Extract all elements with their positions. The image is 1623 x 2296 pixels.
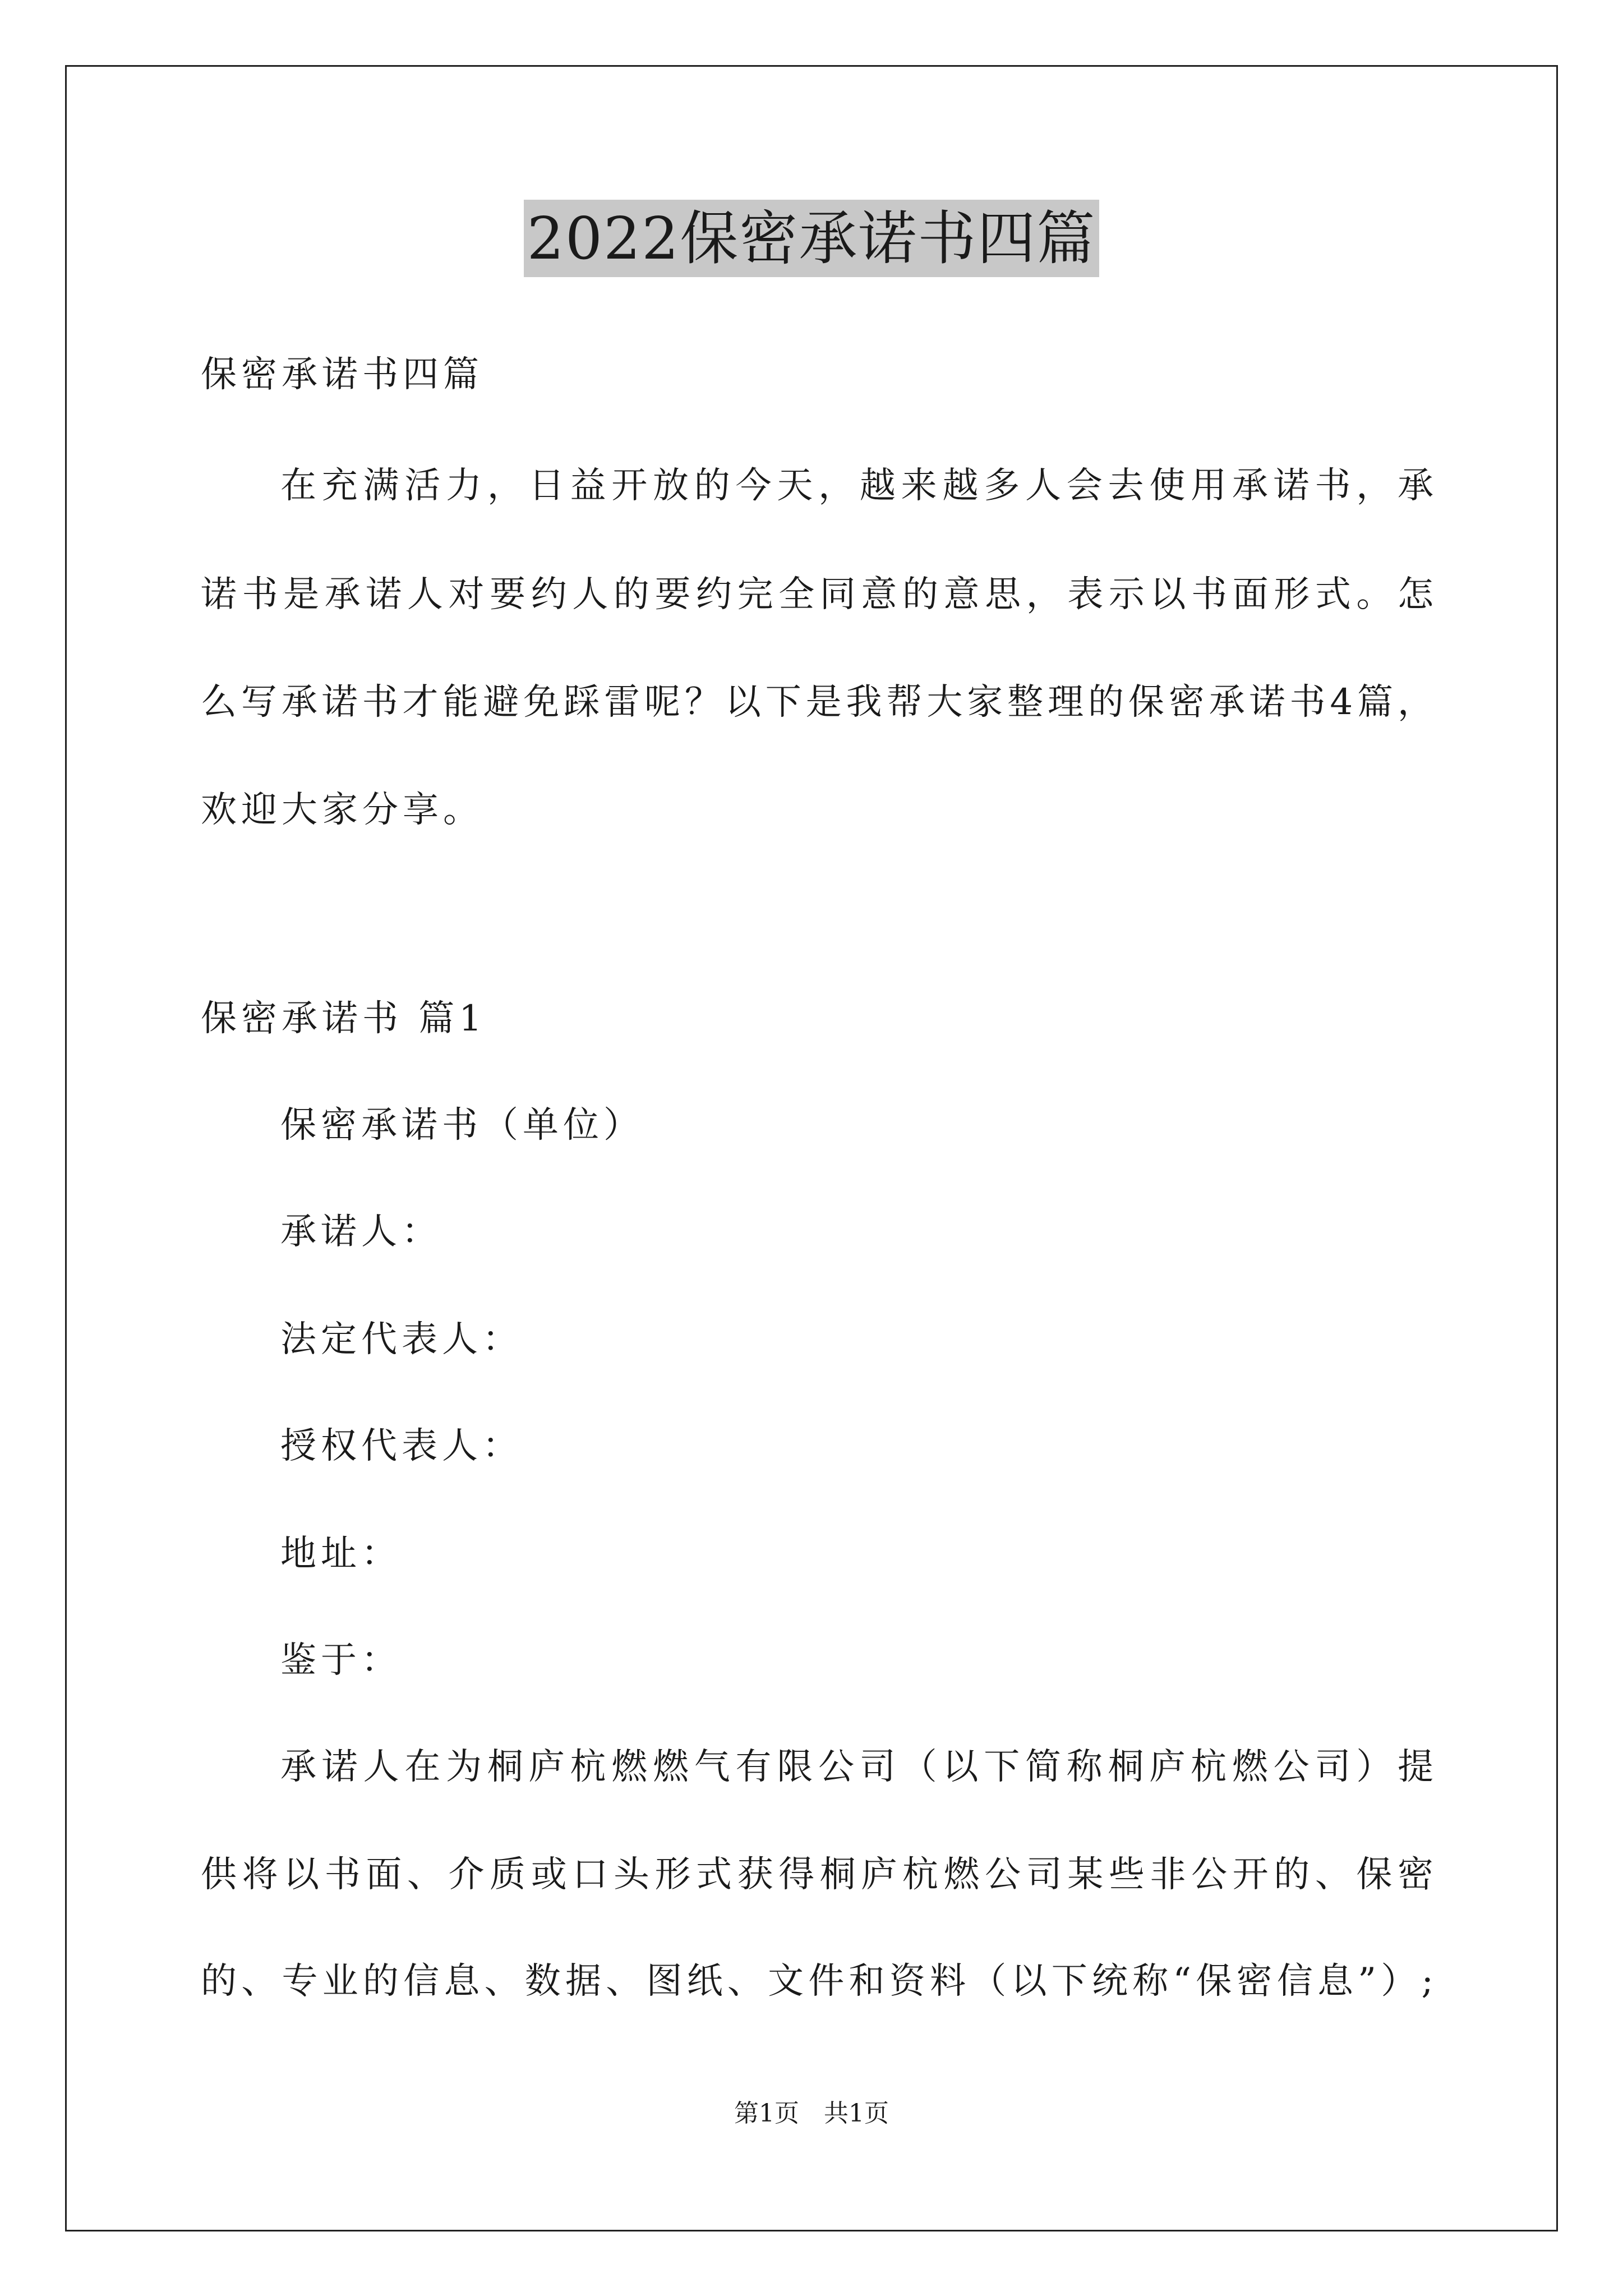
field-legal-rep: 法定代表人： [280, 1319, 523, 1360]
page-footer: 第1页 共1页 [734, 2099, 889, 2128]
body-line-3: 的、专业的信息、数据、图纸、文件和资料（以下统称“保密信息”）; [201, 1961, 1433, 2002]
title-wrap [0, 200, 1623, 277]
field-title: 保密承诺书（单位） [280, 1105, 644, 1146]
document-title: 2022保密承诺书四篇 [524, 200, 1100, 277]
field-whereas: 鉴于： [280, 1640, 402, 1681]
intro-line-3: 么写承诺书才能避免踩雷呢？以下是我帮大家整理的保密承诺书4篇， [201, 682, 1433, 723]
field-authorized-rep: 授权代表人： [280, 1425, 523, 1467]
document-subtitle: 保密承诺书四篇 [201, 354, 483, 395]
field-address: 地址： [280, 1533, 402, 1575]
section-heading: 保密承诺书 篇1 [201, 998, 487, 1039]
intro-line-1: 在充满活力，日益开放的今天，越来越多人会去使用承诺书，承 [280, 465, 1433, 507]
field-promisor: 承诺人： [280, 1211, 442, 1253]
intro-line-4: 欢迎大家分享。 [201, 789, 483, 831]
body-line-2: 供将以书面、介质或口头形式获得桐庐杭燃公司某些非公开的、保密 [201, 1854, 1433, 1895]
intro-line-2: 诺书是承诺人对要约人的要约完全同意的意思，表示以书面形式。怎 [201, 574, 1433, 615]
body-line-1: 承诺人在为桐庐杭燃燃气有限公司（以下简称桐庐杭燃公司）提 [280, 1746, 1433, 1788]
